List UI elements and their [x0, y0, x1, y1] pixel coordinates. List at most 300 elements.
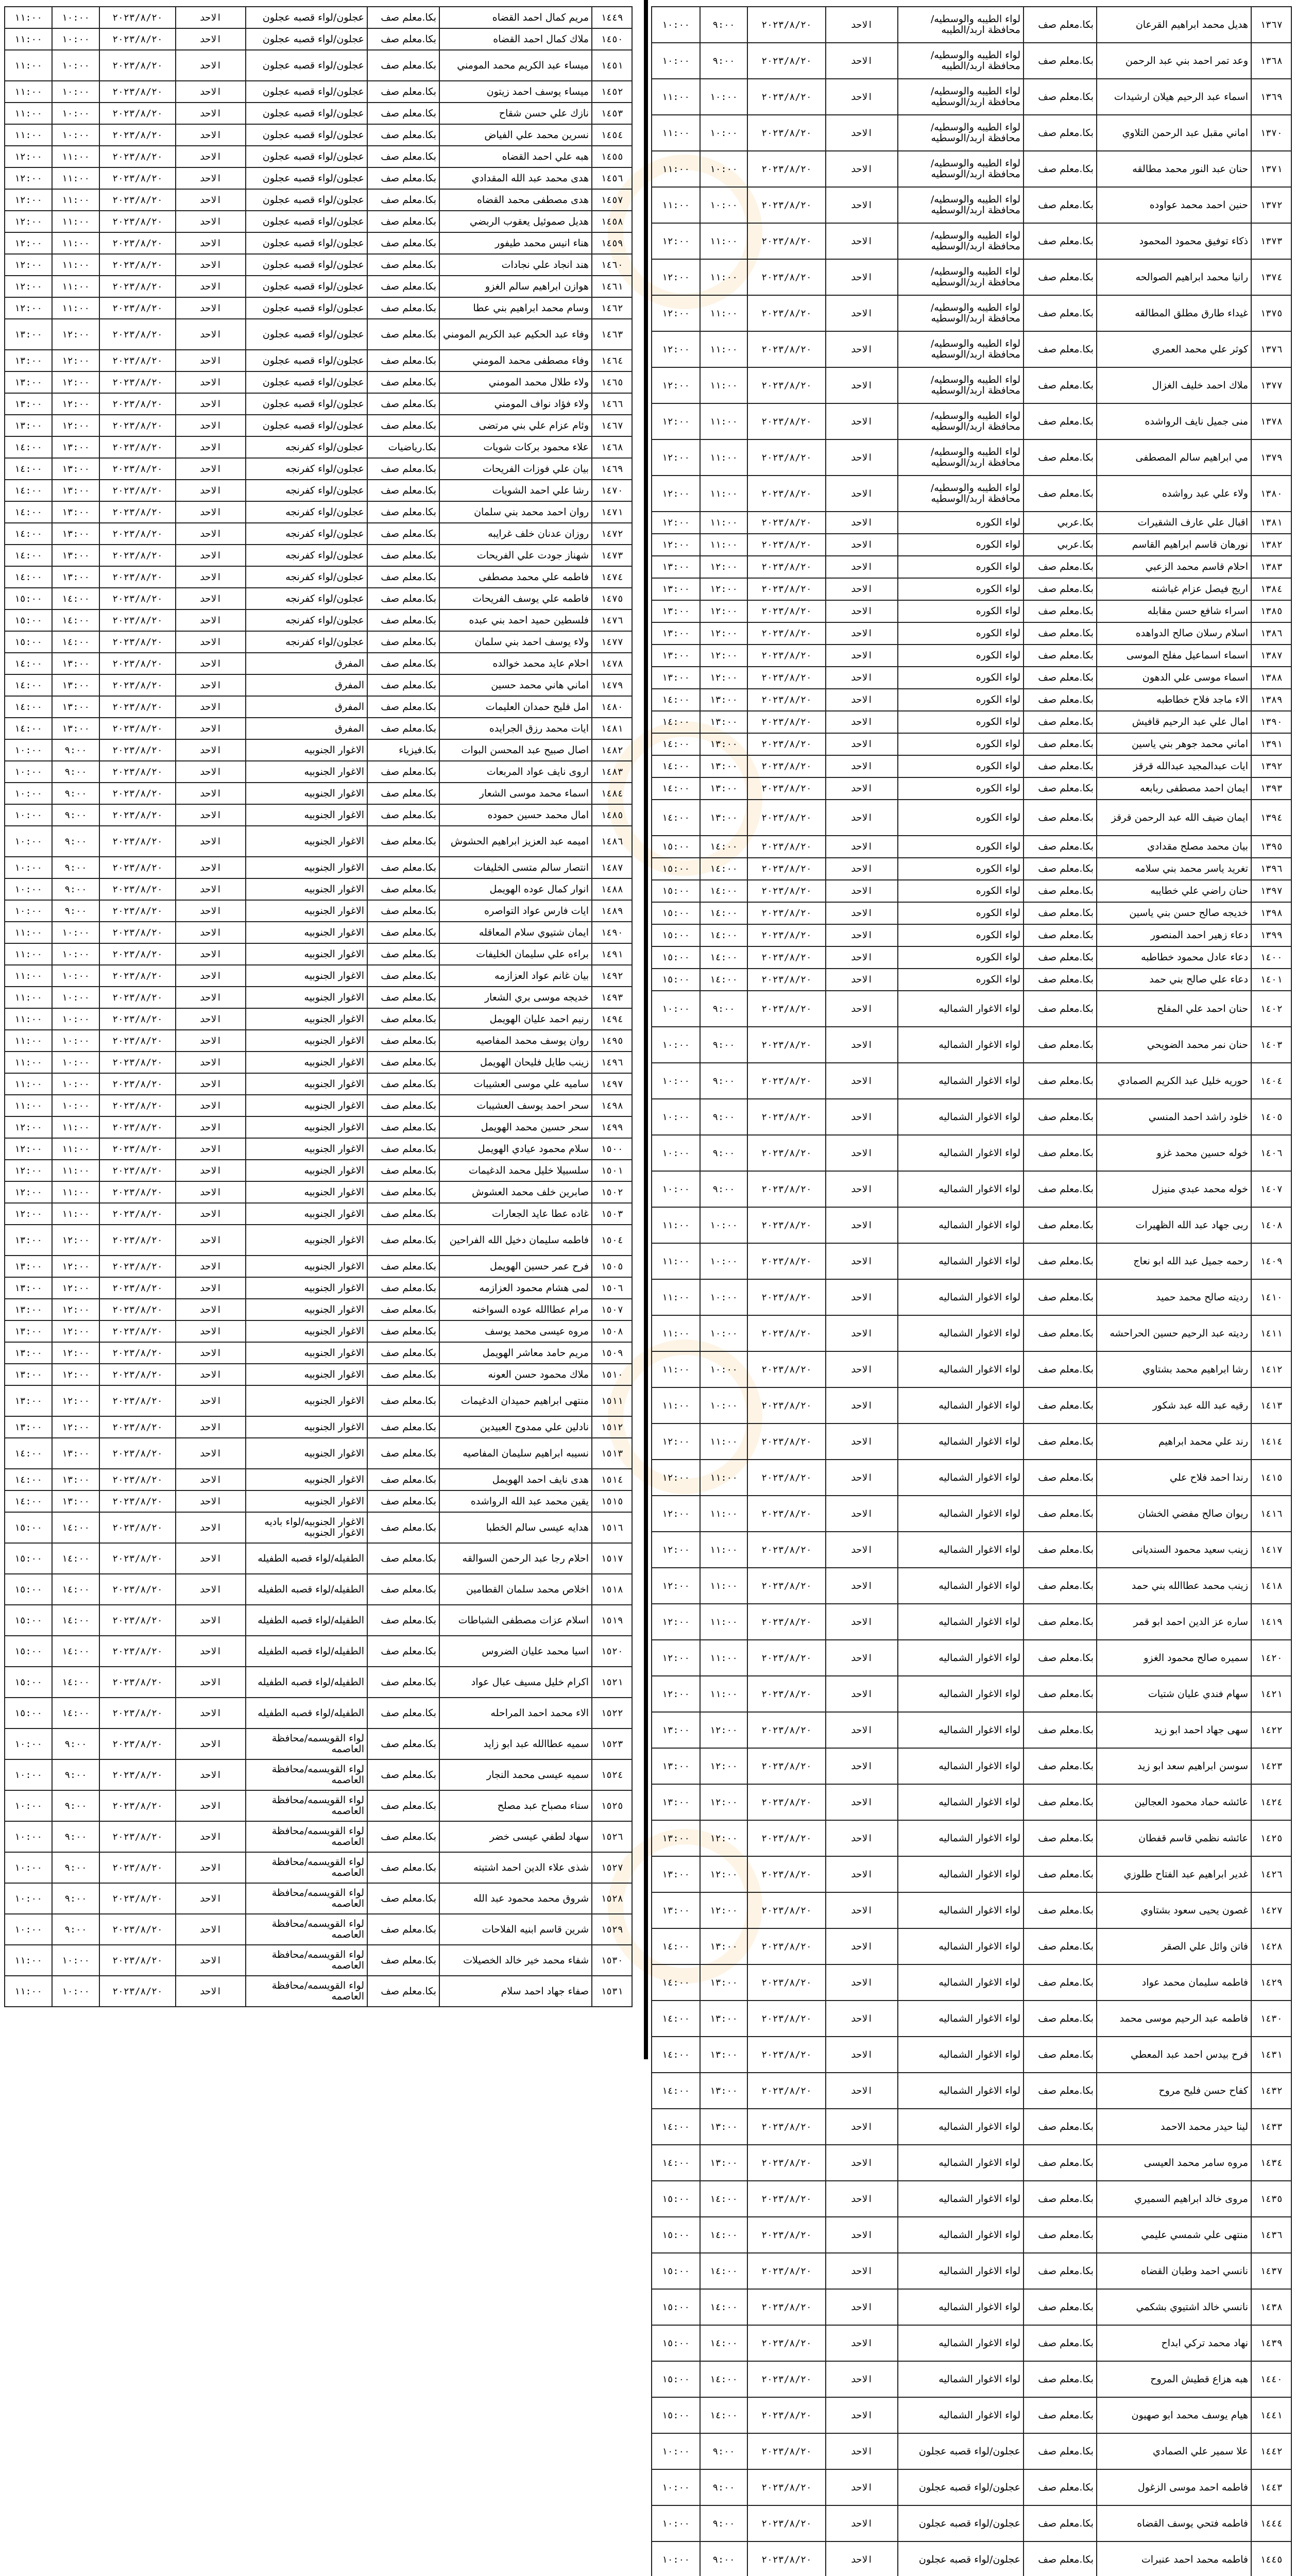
start-time-cell: ١٣:٠٠	[700, 711, 747, 733]
end-time-cell: ١٥:٠٠	[5, 1512, 52, 1543]
end-time-cell: ١٣:٠٠	[652, 667, 700, 689]
end-time-cell: ١٢:٠٠	[652, 1423, 700, 1460]
interview-date-cell: ٢٠٢٣/٨/٢٠	[99, 103, 176, 124]
interview-day-cell: الاحد	[176, 783, 246, 804]
interview-day-cell: الاحد	[826, 755, 898, 777]
specialization-cell: بكا.معلم صف	[1024, 1027, 1097, 1063]
interview-date-cell: ٢٠٢٣/٨/٢٠	[99, 1225, 176, 1256]
row-number-cell: ١٤٨٩	[592, 900, 632, 922]
applicant-name-cell: لينا حيدر محمد الاحمد	[1097, 2109, 1251, 2145]
interview-day-cell: الاحد	[826, 2253, 898, 2289]
table-row	[5, 393, 632, 415]
applicant-name-cell: هناء انيس محمد طيفور	[439, 232, 592, 254]
interview-day-cell: الاحد	[826, 1604, 898, 1640]
applicant-name-cell: رندا احمد فلاح علي	[1097, 1460, 1251, 1496]
start-time-cell: ١١:٠٠	[700, 295, 747, 331]
interview-date-cell: ٢٠٢٣/٨/٢٠	[99, 696, 176, 718]
end-time-cell: ١٣:٠٠	[5, 1385, 52, 1416]
start-time-cell: ١٤:٠٠	[700, 946, 747, 969]
start-time-cell: ١٤:٠٠	[52, 588, 99, 609]
interview-day-cell: الاحد	[826, 1712, 898, 1748]
interview-date-cell: ٢٠٢٣/٨/٢٠	[747, 7, 826, 43]
directorate-cell: لواء الطيبه والوسطيه/محافظة اربد/الوسطيه	[898, 79, 1024, 115]
table-row	[5, 1320, 632, 1342]
interview-day-cell: الاحد	[176, 1138, 246, 1160]
interview-date-cell: ٢٠٢٣/٨/٢٠	[99, 1095, 176, 1116]
end-time-cell: ١١:٠٠	[5, 1008, 52, 1030]
table-row	[5, 1181, 632, 1203]
applicant-name-cell: يقين محمد عبد الله الرواشده	[439, 1490, 592, 1512]
directorate-cell: لواء الكوره	[898, 880, 1024, 902]
row-number-cell: ١٤٧٥	[592, 588, 632, 609]
applicant-name-cell: بيان محمد مصلح مقدادي	[1097, 836, 1251, 858]
table-row	[5, 1728, 632, 1759]
start-time-cell: ١٢:٠٠	[52, 1342, 99, 1364]
end-time-cell: ١٤:٠٠	[652, 689, 700, 711]
specialization-cell: بكا.معلم صف	[1024, 2181, 1097, 2217]
directorate-cell: الاغوار الجنوبيه	[246, 1364, 367, 1385]
interview-day-cell: الاحد	[176, 739, 246, 761]
interview-day-cell: الاحد	[176, 1821, 246, 1852]
specialization-cell: بكا.معلم صف	[1024, 79, 1097, 115]
table-row	[5, 739, 632, 761]
specialization-cell: بكا.معلم صف	[367, 1320, 439, 1342]
table-row	[5, 900, 632, 922]
interview-date-cell: ٢٠٢٣/٨/٢٠	[99, 653, 176, 674]
table-row	[652, 645, 1291, 667]
applicant-name-cell: سوسن ابراهيم سعد ابو زيد	[1097, 1748, 1251, 1784]
directorate-cell: لواء القويسمه/محافظة العاصمه	[246, 1821, 367, 1852]
row-number-cell: ١٤٠٤	[1251, 1063, 1291, 1099]
specialization-cell: بكا.معلم صف	[367, 1759, 439, 1790]
end-time-cell: ١١:٠٠	[5, 28, 52, 50]
table-row	[5, 653, 632, 674]
specialization-cell: بكا.معلم صف	[1024, 880, 1097, 902]
applicant-name-cell: حوريه خليل عبد الكريم الصمادي	[1097, 1063, 1251, 1099]
directorate-cell: لواء الكوره	[898, 836, 1024, 858]
directorate-cell: لواء القويسمه/محافظة العاصمه	[246, 1790, 367, 1821]
interview-date-cell: ٢٠٢٣/٨/٢٠	[747, 187, 826, 223]
row-number-cell: ١٥٠٠	[592, 1138, 632, 1160]
interview-day-cell: الاحد	[176, 1976, 246, 2007]
table-row	[652, 1712, 1291, 1748]
start-time-cell: ١٢:٠٠	[52, 415, 99, 436]
start-time-cell: ١٤:٠٠	[700, 969, 747, 991]
directorate-cell: لواء الكوره	[898, 946, 1024, 969]
interview-date-cell: ٢٠٢٣/٨/٢٠	[747, 2109, 826, 2145]
interview-day-cell: الاحد	[176, 878, 246, 900]
directorate-cell: لواء الاغوار الشماليه	[898, 1748, 1024, 1784]
row-number-cell: ١٤٣١	[1251, 2037, 1291, 2073]
interview-day-cell: الاحد	[826, 1099, 898, 1135]
applicant-name-cell: صفاء جهاد احمد سلام	[439, 1976, 592, 2007]
applicant-name-cell: خوله محمد عبدي منيزل	[1097, 1171, 1251, 1207]
table-row	[5, 276, 632, 297]
specialization-cell: بكا.معلم صف	[1024, 2109, 1097, 2145]
end-time-cell: ١٥:٠٠	[652, 924, 700, 946]
directorate-cell: الاغوار الجنوبيه	[246, 804, 367, 826]
directorate-cell: عجلون/لواء قصبه عجلون	[246, 319, 367, 350]
end-time-cell: ١٤:٠٠	[652, 1964, 700, 2001]
row-number-cell: ١٤١٩	[1251, 1604, 1291, 1640]
end-time-cell: ١٢:٠٠	[5, 167, 52, 189]
interview-date-cell: ٢٠٢٣/٨/٢٠	[747, 1351, 826, 1387]
applicant-name-cell: رديته صالح محمد حميد	[1097, 1279, 1251, 1315]
applicant-name-cell: نورهان قاسم ابراهيم القاسم	[1097, 534, 1251, 556]
start-time-cell: ١٠:٠٠	[52, 1008, 99, 1030]
applicant-name-cell: فاطمه عبد الرحيم موسى محمد	[1097, 2001, 1251, 2037]
applicant-name-cell: خديجه موسى بري الشعار	[439, 987, 592, 1008]
directorate-cell: المفرق	[246, 718, 367, 739]
row-number-cell: ١٤٧٠	[592, 480, 632, 501]
specialization-cell: بكا.معلم صف	[367, 826, 439, 857]
start-time-cell: ١٤:٠٠	[700, 880, 747, 902]
end-time-cell: ١٤:٠٠	[5, 566, 52, 588]
specialization-cell: بكا.معلم صف	[1024, 1315, 1097, 1351]
interview-date-cell: ٢٠٢٣/٨/٢٠	[99, 987, 176, 1008]
applicant-name-cell: فاطمه سليمان محمد عواد	[1097, 1964, 1251, 2001]
interview-date-cell: ٢٠٢٣/٨/٢٠	[99, 545, 176, 566]
applicant-name-cell: فاطمه احمد موسى الزغول	[1097, 2469, 1251, 2505]
table-row	[652, 924, 1291, 946]
interview-day-cell: الاحد	[176, 1203, 246, 1225]
directorate-cell: عجلون/لواء قصبه عجلون	[246, 28, 367, 50]
interview-day-cell: الاحد	[176, 696, 246, 718]
row-number-cell: ١٥٠١	[592, 1160, 632, 1181]
end-time-cell: ١٢:٠٠	[652, 534, 700, 556]
interview-day-cell: الاحد	[826, 689, 898, 711]
interview-day-cell: الاحد	[176, 1225, 246, 1256]
directorate-cell: لواء الاغوار الشماليه	[898, 1207, 1024, 1243]
interview-day-cell: الاحد	[176, 1385, 246, 1416]
end-time-cell: ١٢:٠٠	[652, 1640, 700, 1676]
interview-day-cell: الاحد	[176, 28, 246, 50]
start-time-cell: ١٠:٠٠	[52, 1052, 99, 1073]
end-time-cell: ١٣:٠٠	[652, 622, 700, 645]
interview-day-cell: الاحد	[826, 1856, 898, 1892]
interview-date-cell: ٢٠٢٣/٨/٢٠	[99, 1116, 176, 1138]
interview-day-cell: الاحد	[176, 297, 246, 319]
row-number-cell: ١٤٠٢	[1251, 991, 1291, 1027]
end-time-cell: ١٢:٠٠	[652, 295, 700, 331]
row-number-cell: ١٣٦٧	[1251, 7, 1291, 43]
interview-day-cell: الاحد	[826, 1640, 898, 1676]
specialization-cell: بكا.معلم صف	[1024, 1640, 1097, 1676]
end-time-cell: ١٤:٠٠	[652, 2073, 700, 2109]
interview-date-cell: ٢٠٢٣/٨/٢٠	[99, 81, 176, 103]
row-number-cell: ١٤١٦	[1251, 1496, 1291, 1532]
table-row	[5, 480, 632, 501]
interview-date-cell: ٢٠٢٣/٨/٢٠	[747, 259, 826, 295]
specialization-cell: بكا.معلم صف	[367, 1181, 439, 1203]
interview-date-cell: ٢٠٢٣/٨/٢٠	[747, 2505, 826, 2541]
specialization-cell: بكا.معلم صف	[367, 609, 439, 631]
specialization-cell: بكا.معلم صف	[1024, 151, 1097, 187]
start-time-cell: ١٠:٠٠	[52, 987, 99, 1008]
end-time-cell: ١٠:٠٠	[652, 43, 700, 79]
applicant-name-cell: غيداء طارق مطلق المطالقه	[1097, 295, 1251, 331]
table-row	[652, 2361, 1291, 2397]
interview-day-cell: الاحد	[826, 1135, 898, 1171]
row-number-cell: ١٤٥٩	[592, 232, 632, 254]
end-time-cell: ١٢:٠٠	[652, 403, 700, 439]
specialization-cell: بكا.معلم صف	[1024, 2361, 1097, 2397]
start-time-cell: ١٤:٠٠	[52, 1543, 99, 1574]
schedule-table-right	[651, 6, 1292, 2576]
directorate-cell: لواء الاغوار الشماليه	[898, 1568, 1024, 1604]
interview-date-cell: ٢٠٢٣/٨/٢٠	[99, 1138, 176, 1160]
table-row	[5, 1698, 632, 1728]
specialization-cell: بكا.معلم صف	[1024, 2253, 1097, 2289]
applicant-name-cell: سميره صالح محمود الغزو	[1097, 1640, 1251, 1676]
start-time-cell: ٩:٠٠	[700, 2433, 747, 2469]
directorate-cell: لواء القويسمه/محافظة العاصمه	[246, 1728, 367, 1759]
specialization-cell: بكا.معلم صف	[367, 1299, 439, 1320]
table-row	[5, 1256, 632, 1277]
specialization-cell: بكا.معلم صف	[367, 501, 439, 523]
interview-day-cell: الاحد	[826, 1496, 898, 1532]
directorate-cell: لواء القويسمه/محافظة العاصمه	[246, 1914, 367, 1945]
interview-day-cell: الاحد	[826, 2289, 898, 2325]
directorate-cell: لواء الاغوار الشماليه	[898, 2361, 1024, 2397]
directorate-cell: لواء الاغوار الشماليه	[898, 1099, 1024, 1135]
specialization-cell: بكا.معلم صف	[1024, 1207, 1097, 1243]
start-time-cell: ١١:٠٠	[700, 1460, 747, 1496]
row-number-cell: ١٤٢٦	[1251, 1856, 1291, 1892]
interview-date-cell: ٢٠٢٣/٨/٢٠	[747, 858, 826, 880]
specialization-cell: بكا.معلم صف	[1024, 439, 1097, 476]
end-time-cell: ١٢:٠٠	[652, 331, 700, 367]
table-row	[5, 81, 632, 103]
end-time-cell: ١٢:٠٠	[5, 297, 52, 319]
end-time-cell: ١٥:٠٠	[5, 1605, 52, 1636]
specialization-cell: بكا.معلم صف	[1024, 711, 1097, 733]
start-time-cell: ١١:٠٠	[52, 297, 99, 319]
directorate-cell: لواء الكوره	[898, 777, 1024, 800]
specialization-cell: بكا.معلم صف	[1024, 689, 1097, 711]
interview-date-cell: ٢٠٢٣/٨/٢٠	[99, 254, 176, 276]
applicant-name-cell: بيان غانم عواد العزازمه	[439, 965, 592, 987]
interview-date-cell: ٢٠٢٣/٨/٢٠	[99, 1636, 176, 1667]
table-row	[5, 1852, 632, 1883]
end-time-cell: ١١:٠٠	[5, 943, 52, 965]
interview-day-cell: الاحد	[176, 1914, 246, 1945]
applicant-name-cell: منى جميل نايف الرواشده	[1097, 403, 1251, 439]
row-number-cell: ١٥٢٥	[592, 1790, 632, 1821]
start-time-cell: ١٠:٠٠	[52, 1095, 99, 1116]
directorate-cell: عجلون/لواء كفرنجه	[246, 480, 367, 501]
end-time-cell: ١٢:٠٠	[5, 1203, 52, 1225]
row-number-cell: ١٤٩٦	[592, 1052, 632, 1073]
end-time-cell: ١٣:٠٠	[5, 350, 52, 371]
row-number-cell: ١٥٠٧	[592, 1299, 632, 1320]
table-row	[652, 259, 1291, 295]
row-number-cell: ١٤٩١	[592, 943, 632, 965]
start-time-cell: ١٢:٠٠	[52, 371, 99, 393]
table-row	[5, 545, 632, 566]
start-time-cell: ٩:٠٠	[52, 1821, 99, 1852]
interview-day-cell: الاحد	[826, 777, 898, 800]
applicant-name-cell: وسام محمد ابراهيم بني عطا	[439, 297, 592, 319]
interview-day-cell: الاحد	[826, 880, 898, 902]
end-time-cell: ١٢:٠٠	[652, 1568, 700, 1604]
applicant-name-cell: مريم كمال احمد القضاه	[439, 7, 592, 28]
schedule-table-left	[4, 6, 633, 2007]
start-time-cell: ١٠:٠٠	[700, 79, 747, 115]
end-time-cell: ١٠:٠٠	[5, 1759, 52, 1790]
specialization-cell: بكا.معلم صف	[367, 146, 439, 167]
row-number-cell: ١٤٢٥	[1251, 1820, 1291, 1856]
directorate-cell: عجلون/لواء قصبه عجلون	[246, 232, 367, 254]
table-row	[652, 367, 1291, 403]
interview-day-cell: الاحد	[176, 1698, 246, 1728]
specialization-cell: بكا.معلم صف	[1024, 476, 1097, 512]
interview-date-cell: ٢٠٢٣/٨/٢٠	[747, 439, 826, 476]
directorate-cell: لواء الاغوار الشماليه	[898, 1496, 1024, 1532]
directorate-cell: عجلون/لواء قصبه عجلون	[246, 254, 367, 276]
table-row	[652, 1892, 1291, 1928]
start-time-cell: ١١:٠٠	[700, 534, 747, 556]
directorate-cell: عجلون/لواء كفرنجه	[246, 588, 367, 609]
end-time-cell: ١٠:٠٠	[5, 1852, 52, 1883]
directorate-cell: لواء الكوره	[898, 755, 1024, 777]
end-time-cell: ١٣:٠٠	[5, 371, 52, 393]
directorate-cell: لواء الاغوار الشماليه	[898, 1460, 1024, 1496]
end-time-cell: ١٢:٠٠	[652, 1676, 700, 1712]
row-number-cell: ١٤٩٥	[592, 1030, 632, 1052]
specialization-cell: بكا.معلم صف	[367, 189, 439, 211]
start-time-cell: ١٢:٠٠	[52, 1385, 99, 1416]
interview-date-cell: ٢٠٢٣/٨/٢٠	[99, 1438, 176, 1469]
interview-date-cell: ٢٠٢٣/٨/٢٠	[99, 609, 176, 631]
interview-date-cell: ٢٠٢٣/٨/٢٠	[99, 1320, 176, 1342]
start-time-cell: ١١:٠٠	[52, 146, 99, 167]
specialization-cell: بكا.معلم صف	[1024, 1171, 1097, 1207]
specialization-cell: بكا.معلم صف	[1024, 187, 1097, 223]
directorate-cell: الاغوار الجنوبيه	[246, 943, 367, 965]
interview-date-cell: ٢٠٢٣/٨/٢٠	[747, 1207, 826, 1243]
row-number-cell: ١٤٣٥	[1251, 2181, 1291, 2217]
table-row	[652, 1099, 1291, 1135]
table-row	[652, 1820, 1291, 1856]
interview-day-cell: الاحد	[176, 1052, 246, 1073]
specialization-cell: بكا.معلم صف	[1024, 1712, 1097, 1748]
specialization-cell: بكا.معلم صف	[367, 1203, 439, 1225]
interview-date-cell: ٢٠٢٣/٨/٢٠	[747, 1279, 826, 1315]
interview-date-cell: ٢٠٢٣/٨/٢٠	[99, 739, 176, 761]
start-time-cell: ٩:٠٠	[52, 878, 99, 900]
end-time-cell: ١٢:٠٠	[652, 476, 700, 512]
specialization-cell: بكا.معلم صف	[1024, 1423, 1097, 1460]
row-number-cell: ١٤٦٠	[592, 254, 632, 276]
applicant-name-cell: دعاء عادل محمود خطاطبه	[1097, 946, 1251, 969]
start-time-cell: ١٢:٠٠	[700, 578, 747, 600]
interview-date-cell: ٢٠٢٣/٨/٢٠	[99, 1883, 176, 1914]
interview-date-cell: ٢٠٢٣/٨/٢٠	[747, 2361, 826, 2397]
interview-date-cell: ٢٠٢٣/٨/٢٠	[99, 124, 176, 146]
interview-date-cell: ٢٠٢٣/٨/٢٠	[747, 667, 826, 689]
interview-date-cell: ٢٠٢٣/٨/٢٠	[747, 902, 826, 924]
table-row	[652, 946, 1291, 969]
interview-date-cell: ٢٠٢٣/٨/٢٠	[99, 1073, 176, 1095]
table-row	[652, 1027, 1291, 1063]
specialization-cell: بكا.معلم صف	[1024, 2001, 1097, 2037]
applicant-name-cell: براءه علي سليمان الخليفات	[439, 943, 592, 965]
row-number-cell: ١٣٩٨	[1251, 902, 1291, 924]
applicant-name-cell: ملاك كمال احمد القضاه	[439, 28, 592, 50]
interview-day-cell: الاحد	[176, 319, 246, 350]
start-time-cell: ١٣:٠٠	[700, 733, 747, 755]
specialization-cell: بكا.معلم صف	[367, 1256, 439, 1277]
row-number-cell: ١٥٢٠	[592, 1636, 632, 1667]
end-time-cell: ١٣:٠٠	[652, 1820, 700, 1856]
end-time-cell: ١١:٠٠	[5, 7, 52, 28]
applicant-name-cell: ولاء يوسف احمد بني سلمان	[439, 631, 592, 653]
interview-date-cell: ٢٠٢٣/٨/٢٠	[747, 1856, 826, 1892]
specialization-cell: بكا.معلم صف	[1024, 1820, 1097, 1856]
end-time-cell: ١٤:٠٠	[652, 755, 700, 777]
start-time-cell: ١٢:٠٠	[700, 1712, 747, 1748]
interview-day-cell: الاحد	[826, 800, 898, 836]
table-row	[5, 588, 632, 609]
applicant-name-cell: حنان نمر محمد الضويحي	[1097, 1027, 1251, 1063]
row-number-cell: ١٤٥٤	[592, 124, 632, 146]
end-time-cell: ١٠:٠٠	[5, 1821, 52, 1852]
interview-date-cell: ٢٠٢٣/٨/٢٠	[99, 943, 176, 965]
table-row	[652, 711, 1291, 733]
specialization-cell: بكا.معلم صف	[1024, 1496, 1097, 1532]
end-time-cell: ١٠:٠٠	[652, 1063, 700, 1099]
directorate-cell: لواء الاغوار الشماليه	[898, 1351, 1024, 1387]
specialization-cell: بكا.معلم صف	[367, 1790, 439, 1821]
start-time-cell: ١٢:٠٠	[52, 393, 99, 415]
start-time-cell: ١٢:٠٠	[700, 600, 747, 622]
table-row	[652, 2217, 1291, 2253]
directorate-cell: الاغوار الجنوبيه	[246, 783, 367, 804]
applicant-name-cell: مي ابراهيم سالم المصطفى	[1097, 439, 1251, 476]
table-row	[652, 733, 1291, 755]
interview-date-cell: ٢٠٢٣/٨/٢٠	[99, 1256, 176, 1277]
interview-date-cell: ٢٠٢٣/٨/٢٠	[747, 1171, 826, 1207]
row-number-cell: ١٤٥٨	[592, 211, 632, 232]
interview-day-cell: الاحد	[826, 1748, 898, 1784]
end-time-cell: ١٣:٠٠	[5, 415, 52, 436]
interview-date-cell: ٢٠٢٣/٨/٢٠	[99, 480, 176, 501]
row-number-cell: ١٥١٨	[592, 1574, 632, 1605]
end-time-cell: ١٤:٠٠	[5, 501, 52, 523]
interview-day-cell: الاحد	[826, 2001, 898, 2037]
row-number-cell: ١٣٨٢	[1251, 534, 1291, 556]
interview-date-cell: ٢٠٢٣/٨/٢٠	[747, 1496, 826, 1532]
end-time-cell: ١٠:٠٠	[5, 783, 52, 804]
directorate-cell: الاغوار الجنوبيه	[246, 1008, 367, 1030]
end-time-cell: ١٤:٠٠	[5, 696, 52, 718]
specialization-cell: بكا.معلم صف	[1024, 556, 1097, 578]
table-row	[652, 1315, 1291, 1351]
table-row	[652, 1279, 1291, 1315]
interview-day-cell: الاحد	[176, 50, 246, 81]
applicant-name-cell: اروى نايف عواد المربعات	[439, 761, 592, 783]
row-number-cell: ١٤٧٤	[592, 566, 632, 588]
specialization-cell: بكا.معلم صف	[367, 987, 439, 1008]
specialization-cell: بكا.معلم صف	[1024, 1387, 1097, 1423]
interview-day-cell: الاحد	[826, 1279, 898, 1315]
end-time-cell: ١٠:٠٠	[652, 1171, 700, 1207]
table-row	[652, 2397, 1291, 2433]
applicant-name-cell: هيام يوسف محمد ابو صهيون	[1097, 2397, 1251, 2433]
end-time-cell: ١٥:٠٠	[652, 969, 700, 991]
applicant-name-cell: روزان عدنان خلف غرايبه	[439, 523, 592, 545]
